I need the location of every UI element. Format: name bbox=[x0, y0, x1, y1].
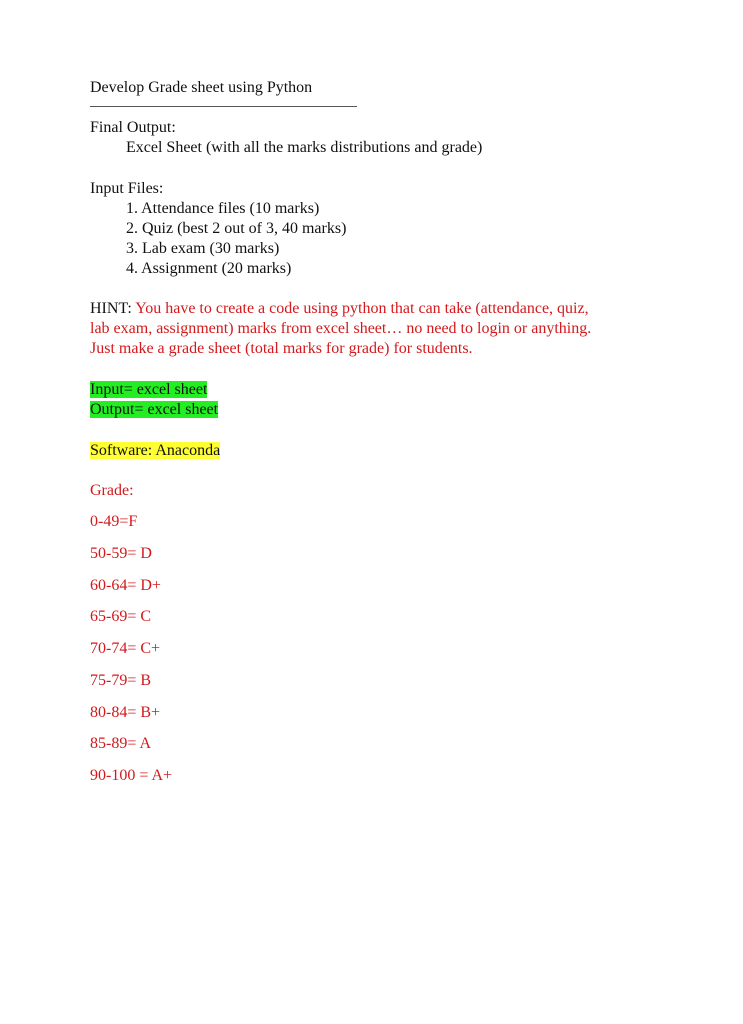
grade-item: 0-49=F bbox=[90, 513, 138, 530]
final-output-label: Final Output: bbox=[90, 119, 176, 136]
output-line bbox=[90, 400, 218, 420]
input-line bbox=[90, 380, 207, 400]
grade-item: 85-89= A bbox=[90, 735, 152, 752]
hint-line-1 bbox=[90, 299, 589, 319]
input-file-item: 4. Assignment (20 marks) bbox=[126, 260, 292, 277]
hint-line-2: lab exam, assignment) marks from excel sheet… no need to login or anything. bbox=[90, 320, 592, 337]
title-underline bbox=[90, 106, 357, 107]
grade-item: 70-74= C+ bbox=[90, 640, 161, 657]
grade-item: 90-100 = A+ bbox=[90, 767, 173, 784]
document-title: Develop Grade sheet using Python bbox=[90, 79, 313, 96]
hint-text: You have to create a code using python that can take (attendance, quiz, bbox=[135, 300, 589, 317]
hint-line-3: Just make a grade sheet (total marks for grade) for students. bbox=[90, 340, 473, 357]
grade-item: 75-79= B bbox=[90, 672, 152, 689]
input-files-label: Input Files: bbox=[90, 180, 164, 197]
grade-item: 50-59= D bbox=[90, 545, 152, 562]
grade-item: 80-84= B+ bbox=[90, 704, 161, 721]
input-file-item: 1. Attendance files (10 marks) bbox=[126, 200, 320, 217]
grade-item: 60-64= D+ bbox=[90, 577, 161, 594]
input-file-item: 2. Quiz (best 2 out of 3, 40 marks) bbox=[126, 220, 347, 237]
final-output-value: Excel Sheet (with all the marks distributions and grade) bbox=[126, 139, 483, 156]
grade-item: 65-69= C bbox=[90, 608, 152, 625]
hint-label: HINT: bbox=[90, 300, 132, 317]
grade-label: Grade: bbox=[90, 482, 134, 499]
input-highlight: Input= excel sheet bbox=[90, 381, 208, 398]
software-line bbox=[90, 441, 220, 461]
output-highlight: Output= excel sheet bbox=[90, 401, 219, 418]
input-file-item: 3. Lab exam (30 marks) bbox=[126, 240, 280, 257]
software-highlight: Software: Anaconda bbox=[90, 442, 221, 459]
